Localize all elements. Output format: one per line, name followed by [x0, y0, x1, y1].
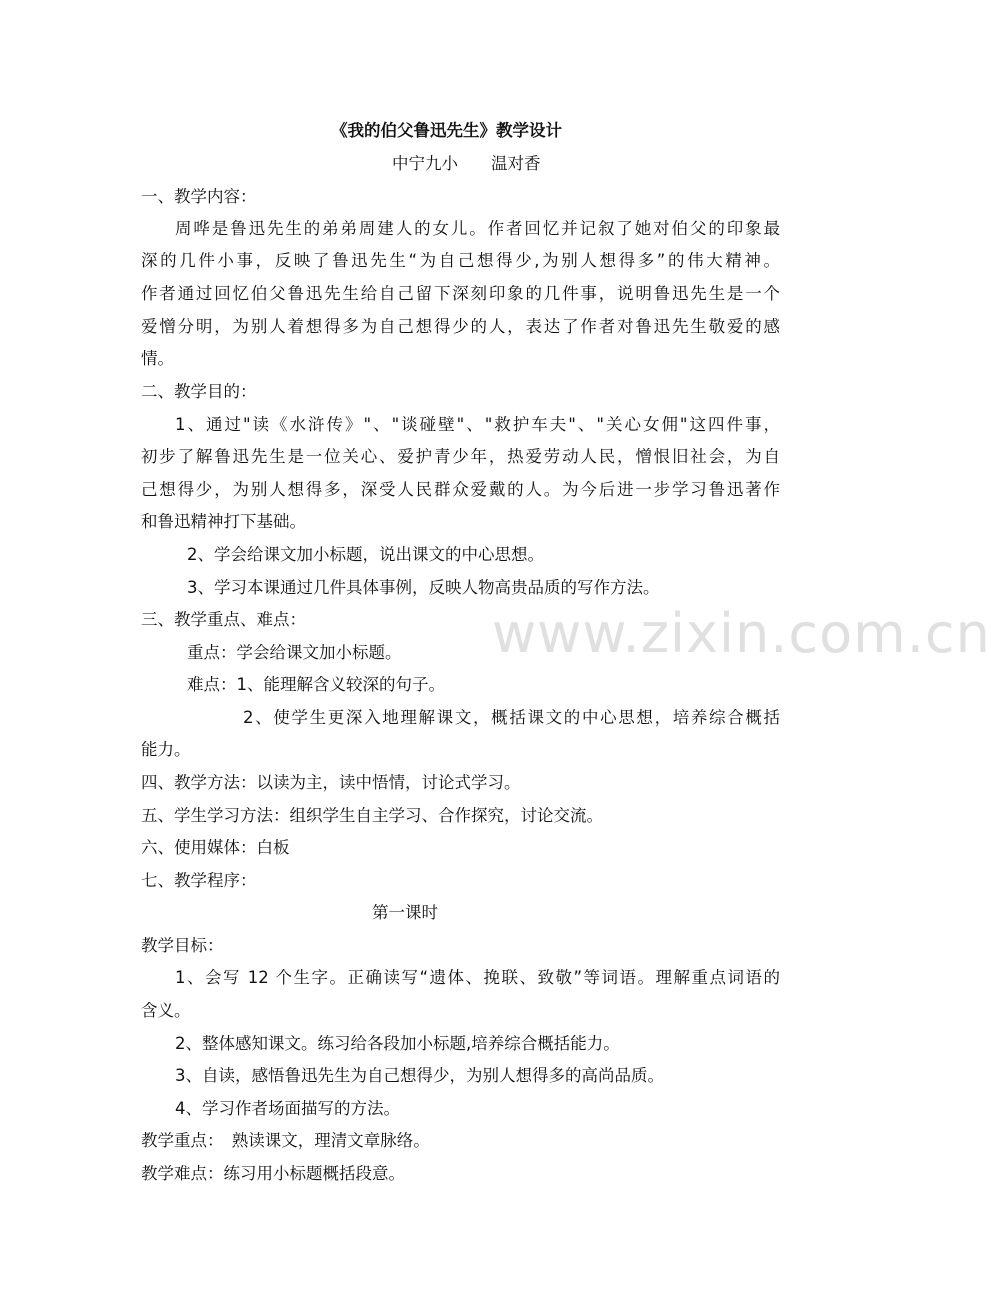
list-item: 2、学会给课文加小标题，说出课文的中心思想。 [187, 545, 544, 564]
section-heading: 四、教学方法：以读为主，读中悟情，讨论式学习。 [141, 773, 521, 792]
section-heading: 三、教学重点、难点： [141, 610, 306, 629]
section-heading: 一、教学内容： [141, 187, 257, 206]
author-byline: 中宁九小 温对香 [392, 154, 541, 173]
goal-item: 3、自读，感悟鲁迅先生为自己想得少，为别人想得多的高尚品质。 [175, 1066, 664, 1085]
goal-item: 4、学习作者场面描写的方法。 [175, 1099, 400, 1118]
paragraph-line: 己想得少，为别人想得多，深受人民群众爱戴的人。为今后进一步学习鲁迅著作 [141, 480, 780, 499]
paragraph-line: 作者通过回忆伯父鲁迅先生给自己留下深刻印象的几件事，说明鲁迅先生是一个 [141, 284, 780, 303]
section-heading: 七、教学程序： [141, 871, 257, 890]
document-title: 《我的伯父鲁迅先生》教学设计 [331, 121, 562, 140]
paragraph-line: 能力。 [141, 740, 191, 759]
paragraph-line: 1、通过"读《水浒传》"、"谈碰壁"、"救护车夫"、"关心女佣"这四件事， [175, 415, 780, 434]
paragraph-line: 初步了解鲁迅先生是一位关心、爱护青少年，热爱劳动人民，憎恨旧社会，为自 [141, 447, 780, 466]
goal-item: 1、会写 12 个生字。正确读写“遗体、挽联、致敬”等词语。理解重点词语的 [175, 968, 780, 987]
list-item: 3、学习本课通过几件具体事例，反映人物高贵品质的写作方法。 [187, 578, 660, 597]
key-point: 重点：学会给课文加小标题。 [187, 643, 402, 662]
section-heading: 五、学生学习方法：组织学生自主学习、合作探究，讨论交流。 [141, 806, 603, 825]
goal-item: 2、整体感知课文。练习给各段加小标题,培养综合概括能力。 [175, 1034, 620, 1053]
lesson-title: 第一课时 [372, 903, 438, 922]
paragraph-line: 情。 [141, 349, 174, 368]
difficult-point: 2、使学生更深入地理解课文，概括课文的中心思想，培养综合概括 [243, 708, 780, 727]
watermark: www.zixin.com.cn [492, 602, 991, 665]
paragraph-line: 和鲁迅精神打下基础。 [141, 512, 306, 531]
difficult-point: 难点：1、能理解含义较深的句子。 [187, 675, 445, 694]
key-point: 教学重点： 熟读课文，理清文章脉络。 [141, 1131, 430, 1150]
section-heading: 六、使用媒体：白板 [141, 838, 290, 857]
section-heading: 二、教学目的： [141, 382, 257, 401]
paragraph-line: 深的几件小事，反映了鲁迅先生“为自己想得少,为别人想得多”的伟大精神。 [141, 251, 780, 270]
difficult-point: 教学难点：练习用小标题概括段意。 [141, 1164, 405, 1183]
paragraph-line: 含义。 [141, 1001, 191, 1020]
paragraph-line: 爱憎分明，为别人着想得多为自己想得少的人，表达了作者对鲁迅先生敬爱的感 [141, 317, 780, 336]
paragraph-line: 周哗是鲁迅先生的弟弟周建人的女儿。作者回忆并记叙了她对伯父的印象最 [175, 219, 780, 238]
subsection-heading: 教学目标： [141, 936, 224, 955]
